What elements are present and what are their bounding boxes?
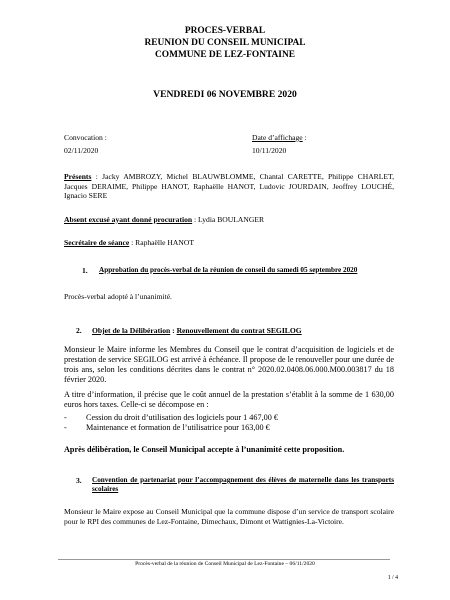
section2-title-a: Objet de la Délibération — [92, 326, 171, 335]
footer-divider — [58, 559, 390, 560]
page-number: 1 / 4 — [387, 575, 398, 581]
section3-body: Monsieur le Maire expose au Conseil Municipal que la commune dispose d’un service de transport scolaire pour le RPI des communes de Lez-Fontaine, Dimechaux, Dimont et Wattignies-La-Victoire. — [64, 507, 394, 526]
presents-paragraph — [64, 172, 394, 201]
section2-para1: Monsieur le Maire informe les Membres du Conseil que le contrat d’acquisition de logiciels et de prestation de service SEGILOG est arrivé à échéance. Il propose de le renouveller pour une durée de trois ans, selon les conditions décrites dans le contrat n° 2020.02.0408.06.000.M00.003817 du 18 février 2020. — [64, 345, 394, 384]
section2-number: 2. — [76, 326, 82, 335]
absent-label: Absent excusé ayant donné procuration — [64, 215, 193, 224]
list-item-text: Maintenance et formation de l’utilisatrice pour 163,00 € — [86, 423, 270, 432]
section3-number: 3. — [76, 476, 82, 485]
list-item-text: Cession du droit d’utilisation des logiciels pour 1 467,00 € — [86, 413, 278, 422]
doc-title-line1: PROCES-VERBAL — [184, 26, 266, 36]
affichage-label-wrap — [252, 133, 307, 143]
section3-title: Convention de partenariat pour l’accompagnement des élèves de maternelle dans les transports scolaires — [92, 476, 394, 494]
affichage-suffix: : — [302, 133, 307, 142]
secretaire-label: Secrétaire de séance — [64, 238, 130, 247]
dash-bullet: - — [64, 423, 67, 432]
list-item — [64, 413, 278, 423]
list-item — [64, 423, 278, 433]
section2-para2: A titre d’information, il précise que le coût annuel de la prestation s’établit à la somme de 1 630,00 euros hors taxes. Celle-ci se décompose en : — [64, 390, 394, 409]
affichage-label: Date d’affichage — [252, 133, 303, 142]
section2-title — [92, 326, 302, 336]
secretaire-text: : Raphaëlle HANOT — [129, 238, 194, 247]
convocation-label: Convocation : — [64, 133, 107, 142]
absent-text: : Lydia BOULANGER — [192, 215, 265, 224]
section2-title-b: Renouvellement du contrat SEGILOG — [176, 326, 302, 335]
secretaire-line — [64, 238, 194, 248]
page-footer: Procès-verbal de la réunion de Conseil Municipal de Lez-Fontaine – 06/11/2020 — [135, 561, 315, 567]
section2-list — [64, 413, 278, 433]
section2-title-sep: : — [170, 326, 177, 335]
section1-title: Approbation du procès-verbal de la réunion de conseil du samedi 05 septembre 2020 — [99, 266, 358, 274]
presents-label: Présents — [64, 172, 92, 181]
doc-title-line3: COMMUNE DE LEZ-FONTAINE — [155, 50, 295, 60]
doc-title-line2: REUNION DU CONSEIL MUNICIPAL — [144, 38, 306, 48]
dash-bullet: - — [64, 413, 67, 422]
section2-conclusion: Après délibération, le Conseil Municipal accepte à l’unanimité cette proposition. — [64, 445, 345, 454]
section1-number: 1. — [82, 266, 88, 275]
presents-text: : Jacky AMBROZY, Michel BLAUWBLOMME, Chantal CARETTE, Philippe CHARLET, Jacques DERAIME, Philippe HANOT, Raphaëlle HANOT, Ludovic JOURDAIN, Jeoffrey LOUCHÉ, Ignacio SERE — [64, 172, 394, 201]
affichage-value: 10/11/2020 — [252, 146, 287, 155]
meeting-date: VENDREDI 06 NOVEMBRE 2020 — [153, 89, 297, 100]
section1-body: Procès-verbal adopté à l’unanimité. — [64, 292, 172, 301]
absent-line — [64, 215, 264, 225]
convocation-value: 02/11/2020 — [64, 146, 99, 155]
